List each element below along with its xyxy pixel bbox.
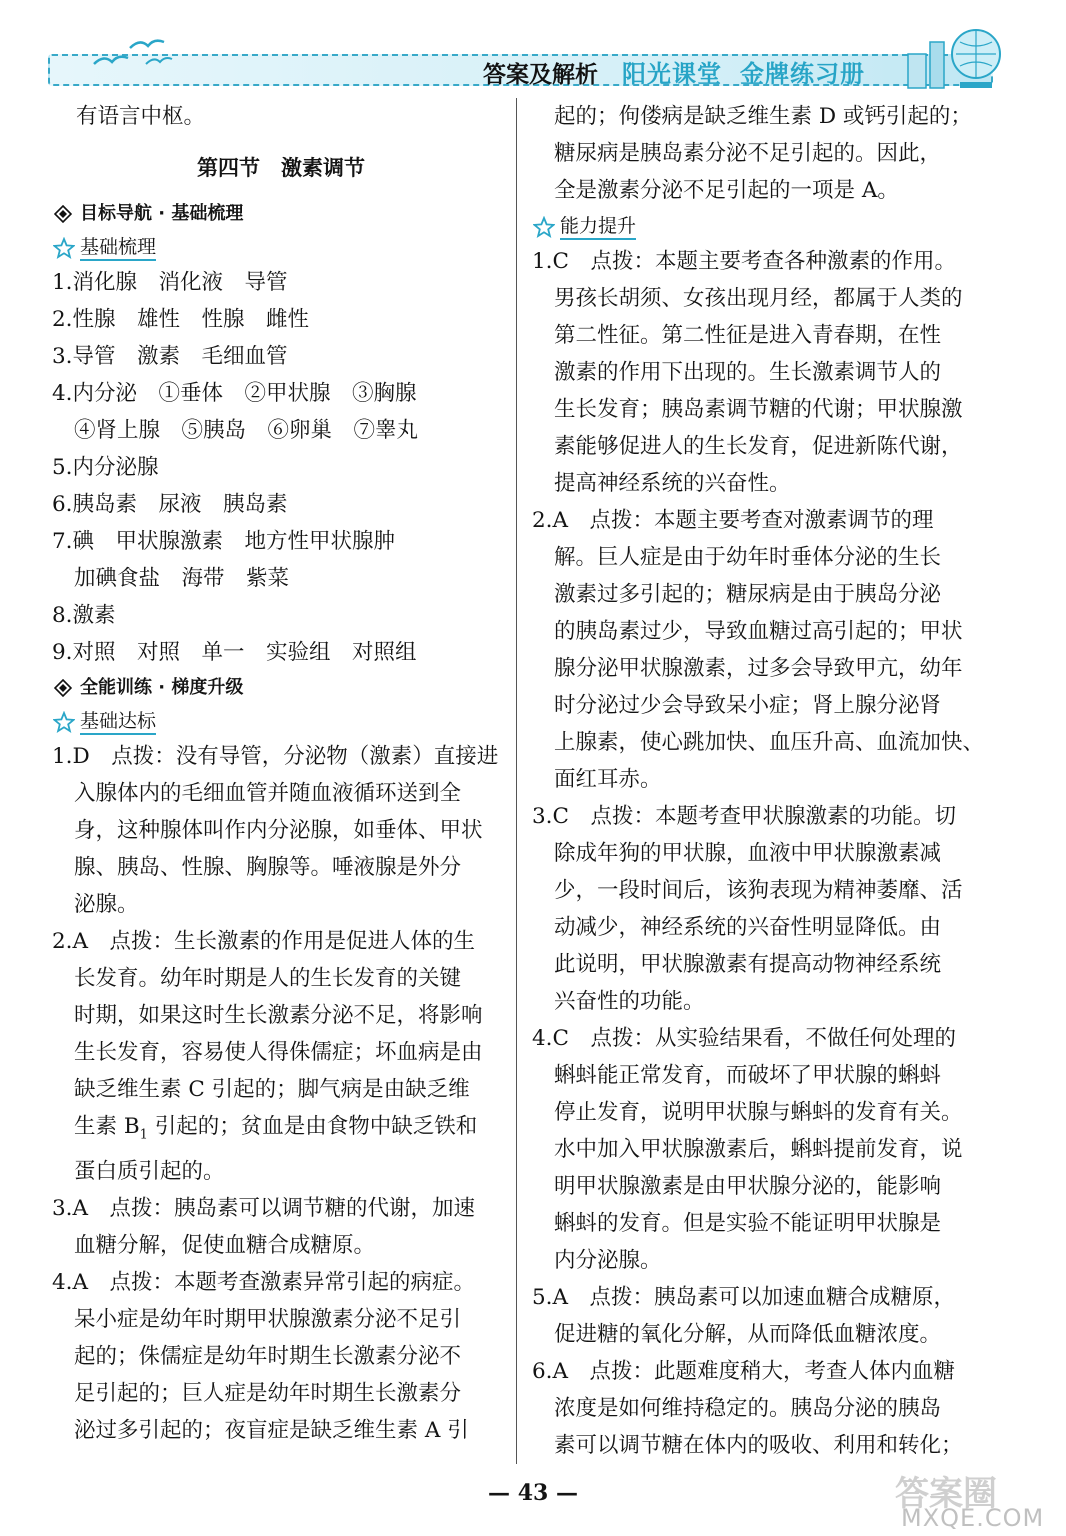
star-icon: [533, 216, 555, 238]
watermark-text-en: MXQE.COM: [901, 1504, 1045, 1532]
answer-line: 1.消化腺 消化液 导管: [52, 270, 288, 295]
explanation-line: 5.A 点拨：胰岛素可以加速血糖合成糖原，: [532, 1285, 956, 1310]
header-series-title: [622, 54, 865, 89]
answer-line: 5.内分泌腺: [52, 455, 159, 480]
diamond-bullet-icon: [54, 205, 72, 223]
answer-line: 加碘食盐 海带 紫菜: [74, 566, 290, 591]
explanation-line: 上腺素，使心跳加快、血压升高、血流加快、: [554, 730, 985, 755]
explanation-line: 泌过多引起的；夜盲症是缺乏维生素 A 引: [74, 1418, 469, 1444]
series-name-part1: 阳光课堂: [622, 59, 722, 88]
explanation-line-subscript: [52, 1108, 510, 1153]
answer-line: 4.内分泌 ①垂体 ②甲状腺 ③胸腺: [52, 381, 417, 406]
band-label: 目标导航 · 基础梳理: [80, 203, 244, 224]
ability-question-4: [532, 1020, 994, 1279]
explanation-line: 停止发育，说明甲状腺与蝌蚪的发育有关。: [554, 1100, 963, 1125]
explanation-line: 的胰岛素过少，导致血糖过高引起的；甲状: [554, 619, 963, 644]
explanation-line: 蝌蚪能正常发育，而破坏了甲状腺的蝌蚪: [554, 1063, 942, 1088]
answer-line: 9.对照 对照 单一 实验组 对照组: [52, 640, 417, 665]
explanation-line: 明甲状腺激素是由甲状腺分泌的，能影响: [554, 1174, 942, 1199]
explanation-line: 解。巨人症是由于幼年时垂体分泌的生长: [554, 545, 942, 570]
explanation-line: 提高神经系统的兴奋性。: [554, 471, 791, 496]
explanation-line: 起的；佝偻病是缺乏维生素 D 或钙引起的；: [554, 104, 972, 129]
explanation-line: 时分泌过少会导致呆小症；肾上腺分泌肾: [554, 693, 942, 718]
explanation-line: 2.A 点拨：生长激素的作用是促进人体的生: [52, 929, 476, 954]
explanation-line: 4.C 点拨：从实验结果看，不做任何处理的: [532, 1026, 956, 1051]
explanation-line: 面红耳赤。: [554, 767, 662, 792]
subsection-label: 基础达标: [80, 710, 156, 735]
watermark-logo: [895, 1466, 1060, 1534]
question-3: [52, 1190, 510, 1264]
subsection-ability: [532, 209, 994, 243]
explanation-line: 长发育。幼年时期是人的生长发育的关键: [74, 966, 462, 991]
star-icon: [53, 237, 75, 259]
explanation-line: 全是激素分泌不足引起的一项是 A。: [554, 178, 899, 203]
explanation-line: 蛋白质引起的。: [74, 1159, 225, 1185]
section-title: 第四节 激素调节: [197, 156, 365, 180]
left-column: [52, 98, 510, 1449]
continuation-text: 有语言中枢。: [76, 104, 206, 129]
explanation-line: 动减少，神经系统的兴奋性明显降低。由: [554, 915, 942, 940]
explanation-line: 糖尿病是胰岛素分泌不足引起的。因此，: [554, 141, 942, 166]
basic-answers-list: [52, 264, 510, 671]
explanation-line: 6.A 点拨：此题难度稍大，考查人体内血糖: [532, 1359, 956, 1384]
explanation-line: 泌腺。: [74, 892, 139, 917]
watermark-text-cn: 答案圈: [895, 1474, 997, 1514]
globe-tower-icon: [900, 14, 1010, 94]
answer-line: ④肾上腺 ⑤胰岛 ⑥卵巢 ⑦睾丸: [74, 418, 419, 443]
explanation-line: 时期，如果这时生长激素分泌不足，将影响: [74, 1003, 483, 1028]
explanation-line: 此说明，甲状腺激素有提高动物神经系统: [554, 952, 942, 977]
explanation-line: 兴奋性的功能。: [554, 989, 705, 1014]
explanation-line: 腺分泌甲状腺激素，过多会导致甲亢，幼年: [554, 656, 963, 681]
ability-question-1: [532, 243, 994, 502]
explanation-line: 水中加入甲状腺激素后，蝌蚪提前发育，说: [554, 1137, 963, 1162]
explanation-line: 素可以调节糖在体内的吸收、利用和转化；: [554, 1433, 963, 1458]
explanation-line: 除成年狗的甲状腺，血液中甲状腺激素减: [554, 841, 942, 866]
explanation-line: 入腺体内的毛细血管并随血液循环送到全: [74, 781, 462, 806]
question-1: [52, 738, 510, 923]
explanation-line: 蝌蚪的发育。但是实验不能证明甲状腺是: [554, 1211, 942, 1236]
diamond-bullet-icon: [54, 679, 72, 697]
subsection-label: 能力提升: [560, 215, 636, 240]
explanation-line: 激素的作用下出现的。生长激素调节人的: [554, 360, 942, 385]
explanation-line: 3.A 点拨：胰岛素可以调节糖的代谢，加速: [52, 1196, 476, 1222]
header-answer-title: 答案及解析: [483, 62, 598, 88]
ability-question-6: [532, 1353, 994, 1464]
explanation-line: 腺、胰岛、性腺、胸腺等。唾液腺是外分: [74, 855, 462, 880]
question-4-continued: [532, 98, 994, 209]
answer-line: 2.性腺 雄性 性腺 雌性: [52, 307, 310, 332]
explanation-line: 身，这种腺体叫作内分泌腺，如垂体、甲状: [74, 818, 483, 843]
star-icon: [53, 711, 75, 733]
explanation-line: 生长发育；胰岛素调节糖的代谢；甲状腺激: [554, 397, 963, 422]
question-4: [52, 1264, 510, 1449]
answer-line: 3.导管 激素 毛细血管: [52, 344, 288, 369]
band-label: 全能训练 · 梯度升级: [80, 677, 244, 698]
explanation-line: 血糖分解，促使血糖合成糖原。: [74, 1233, 376, 1259]
section-band-training: [52, 671, 510, 704]
answer-line: 7.碘 甲状腺激素 地方性甲状腺肿: [52, 529, 396, 554]
explanation-line: 内分泌腺。: [554, 1248, 662, 1273]
series-name-part2: 金牌练习册: [740, 59, 865, 88]
text-fragment: 引起的；贫血是由食物中缺乏铁和: [147, 1114, 478, 1139]
explanation-line: 生长发育，容易使人得侏儒症；坏血病是由: [74, 1040, 483, 1065]
page-number: — 43 —: [488, 1480, 578, 1506]
ability-question-5: [532, 1279, 994, 1353]
ability-question-2: [532, 502, 994, 798]
explanation-line: 2.A 点拨：本题主要考查对激素调节的理: [532, 508, 934, 533]
explanation-line: 呆小症是幼年时期甲状腺激素分泌不足引: [74, 1307, 462, 1333]
answer-line: 6.胰岛素 尿液 胰岛素: [52, 492, 288, 517]
subsection-basic-target: [52, 704, 510, 738]
ability-question-3: [532, 798, 994, 1020]
explanation-line: 1.C 点拨：本题主要考查各种激素的作用。: [532, 249, 956, 274]
section-band-goal: [52, 197, 510, 230]
answer-line: 8.激素: [52, 603, 116, 628]
explanation-line: 1.D 点拨：没有导管，分泌物（激素）直接进: [52, 744, 499, 769]
right-column: [532, 98, 994, 1464]
birds-icon: [90, 34, 180, 70]
explanation-line: 第二性征。第二性征是进入青春期，在性: [554, 323, 942, 348]
explanation-line: 少，一段时间后，该狗表现为精神萎靡、活: [554, 878, 963, 903]
explanation-line: 3.C 点拨：本题考查甲状腺激素的功能。切: [532, 804, 956, 829]
explanation-line: 起的；侏儒症是幼年时期生长激素分泌不: [74, 1344, 462, 1370]
page-header: [0, 0, 1066, 100]
explanation-line: 男孩长胡须、女孩出现月经，都属于人类的: [554, 286, 963, 311]
explanation-line: 浓度是如何维持稳定的。胰岛分泌的胰岛: [554, 1396, 942, 1421]
text-fragment: 生素 B: [74, 1114, 140, 1139]
subsection-basic-review: [52, 230, 510, 264]
explanation-line: 缺乏维生素 C 引起的；脚气病是由缺乏维: [74, 1077, 470, 1102]
subscript: 1: [139, 1127, 148, 1143]
explanation-line: 激素过多引起的；糖尿病是由于胰岛分泌: [554, 582, 942, 607]
column-divider: [516, 98, 517, 1464]
subsection-label: 基础梳理: [80, 236, 156, 261]
explanation-line: 素能够促进人的生长发育，促进新陈代谢，: [554, 434, 963, 459]
question-2: [52, 923, 510, 1190]
explanation-line: 促进糖的氧化分解，从而降低血糖浓度。: [554, 1322, 942, 1347]
explanation-line: 4.A 点拨：本题考查激素异常引起的病症。: [52, 1270, 476, 1296]
explanation-line: 足引起的；巨人症是幼年时期生长激素分: [74, 1381, 462, 1407]
